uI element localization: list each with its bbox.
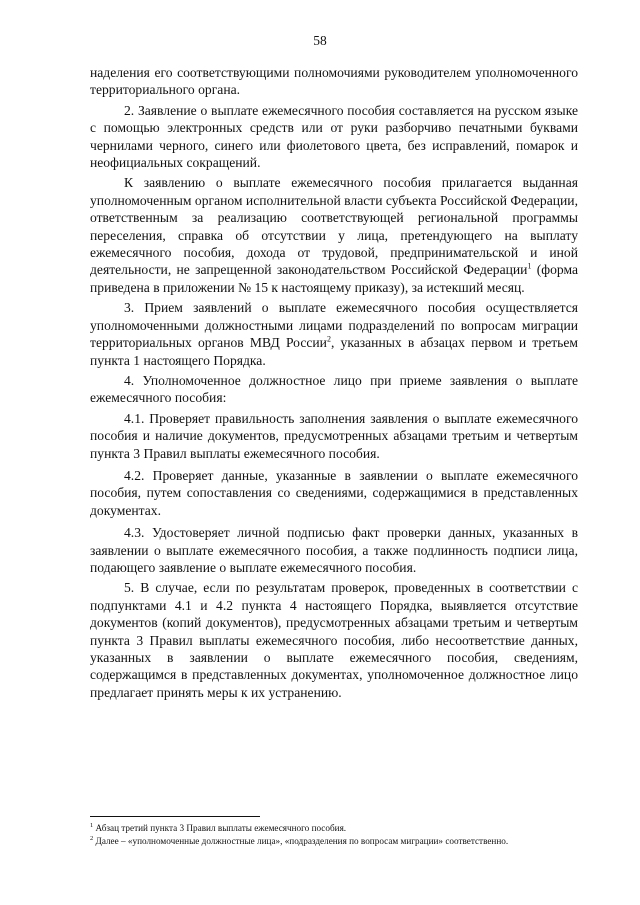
- footnote-2-text: Далее – «уполномоченные должностные лица», «подразделения по вопросам миграции» соответственно.: [93, 835, 509, 846]
- paragraph-continuation: наделения его соответствующими полномочиями руководителем уполномоченного территориального органа.: [90, 65, 578, 98]
- paragraph-attachment: [90, 174, 578, 296]
- footnote-1: [90, 822, 590, 835]
- footnote-ref-2: 2: [326, 334, 331, 344]
- paragraph-item-2: 2. Заявление о выплате ежемесячного пособия составляется на русском языке с помощью электронных средств или от руки разборчиво печатными буквами чернилами черного, синего или фиолетового цвета, без исправлений, помарок и неофициальных сокращений.: [90, 102, 578, 171]
- footnote-1-text: Абзац третий пункта 3 Правил выплаты ежемесячного пособия.: [93, 823, 347, 833]
- body-text: [90, 64, 578, 704]
- footnote-1-mark: 1: [90, 821, 94, 829]
- paragraph-attachment-text: К заявлению о выплате ежемесячного пособия прилагается выданная уполномоченным органом исполнительной власти субъекта Российской Федерации, ответственным за реализацию соответствующей региональной программы переселения, справка об отсутствии у лица, претендующего на выплату ежемесячного пособия, дохода от трудовой, предпринимательской и иной деятельности, не запрещенной законодательством Российской Федерации: [90, 175, 578, 278]
- paragraph-item-3: [90, 299, 578, 369]
- page-number: 58: [313, 33, 327, 48]
- paragraph-item-4-3: 4.3. Удостоверяет личной подписью факт проверки данных, указанных в заявлении о выплате ежемесячного пособия, а также подлинность подписи лица, подающего заявление о выплате ежемесячного пособия.: [90, 525, 578, 575]
- paragraph-item-4-2: 4.2. Проверяет данные, указанные в заявлении о выплате ежемесячного пособия, путем сопоставления со сведениями, содержащимися в представленных документах.: [90, 467, 578, 518]
- paragraph-item-3-tail: , указанных в абзацах первом и третьем пункта 1 настоящего Порядка.: [90, 335, 578, 368]
- paragraph-item-4: 4. Уполномоченное должностное лицо при приеме заявления о выплате ежемесячного пособия:: [90, 372, 578, 406]
- footnote-2-mark: 2: [90, 834, 94, 842]
- footnote-ref-1: 1: [527, 261, 532, 271]
- paragraph-item-3-text: 3. Прием заявлений о выплате ежемесячного пособия осуществляется уполномоченными должностными лицами подразделений по вопросам миграции территориальных органов МВД России: [90, 300, 578, 351]
- paragraph-item-4-1: 4.1. Проверяет правильность заполнения заявления о выплате ежемесячного пособия и наличие документов, предусмотренных абзацами третьим и четвертым пункта 3 Правил выплаты ежемесячного пособия.: [90, 410, 578, 461]
- paragraph-attachment-tail: (форма приведена в приложении № 15 к настоящему приказу), за истекший месяц.: [90, 262, 578, 295]
- footnote-divider: [90, 816, 260, 817]
- paragraph-item-5: 5. В случае, если по результатам проверок, проведенных в соответствии с подпунктами 4.1 и 4.2 пункта 4 настоящего Порядка, выявляется отсутствие документов (копий документов), предусмотренных абзацами третьим и четвертым пункта 3 Правил выплаты ежемесячного пособия, либо несоответствие данных, указанных в заявлении о выплате ежемесячного пособия, сведениям, содержащимся в представленных документах, уполномоченное должностное лицо предлагает принять меры к их устранению.: [90, 580, 578, 700]
- footnote-2: [90, 835, 590, 848]
- footnotes: [90, 822, 590, 847]
